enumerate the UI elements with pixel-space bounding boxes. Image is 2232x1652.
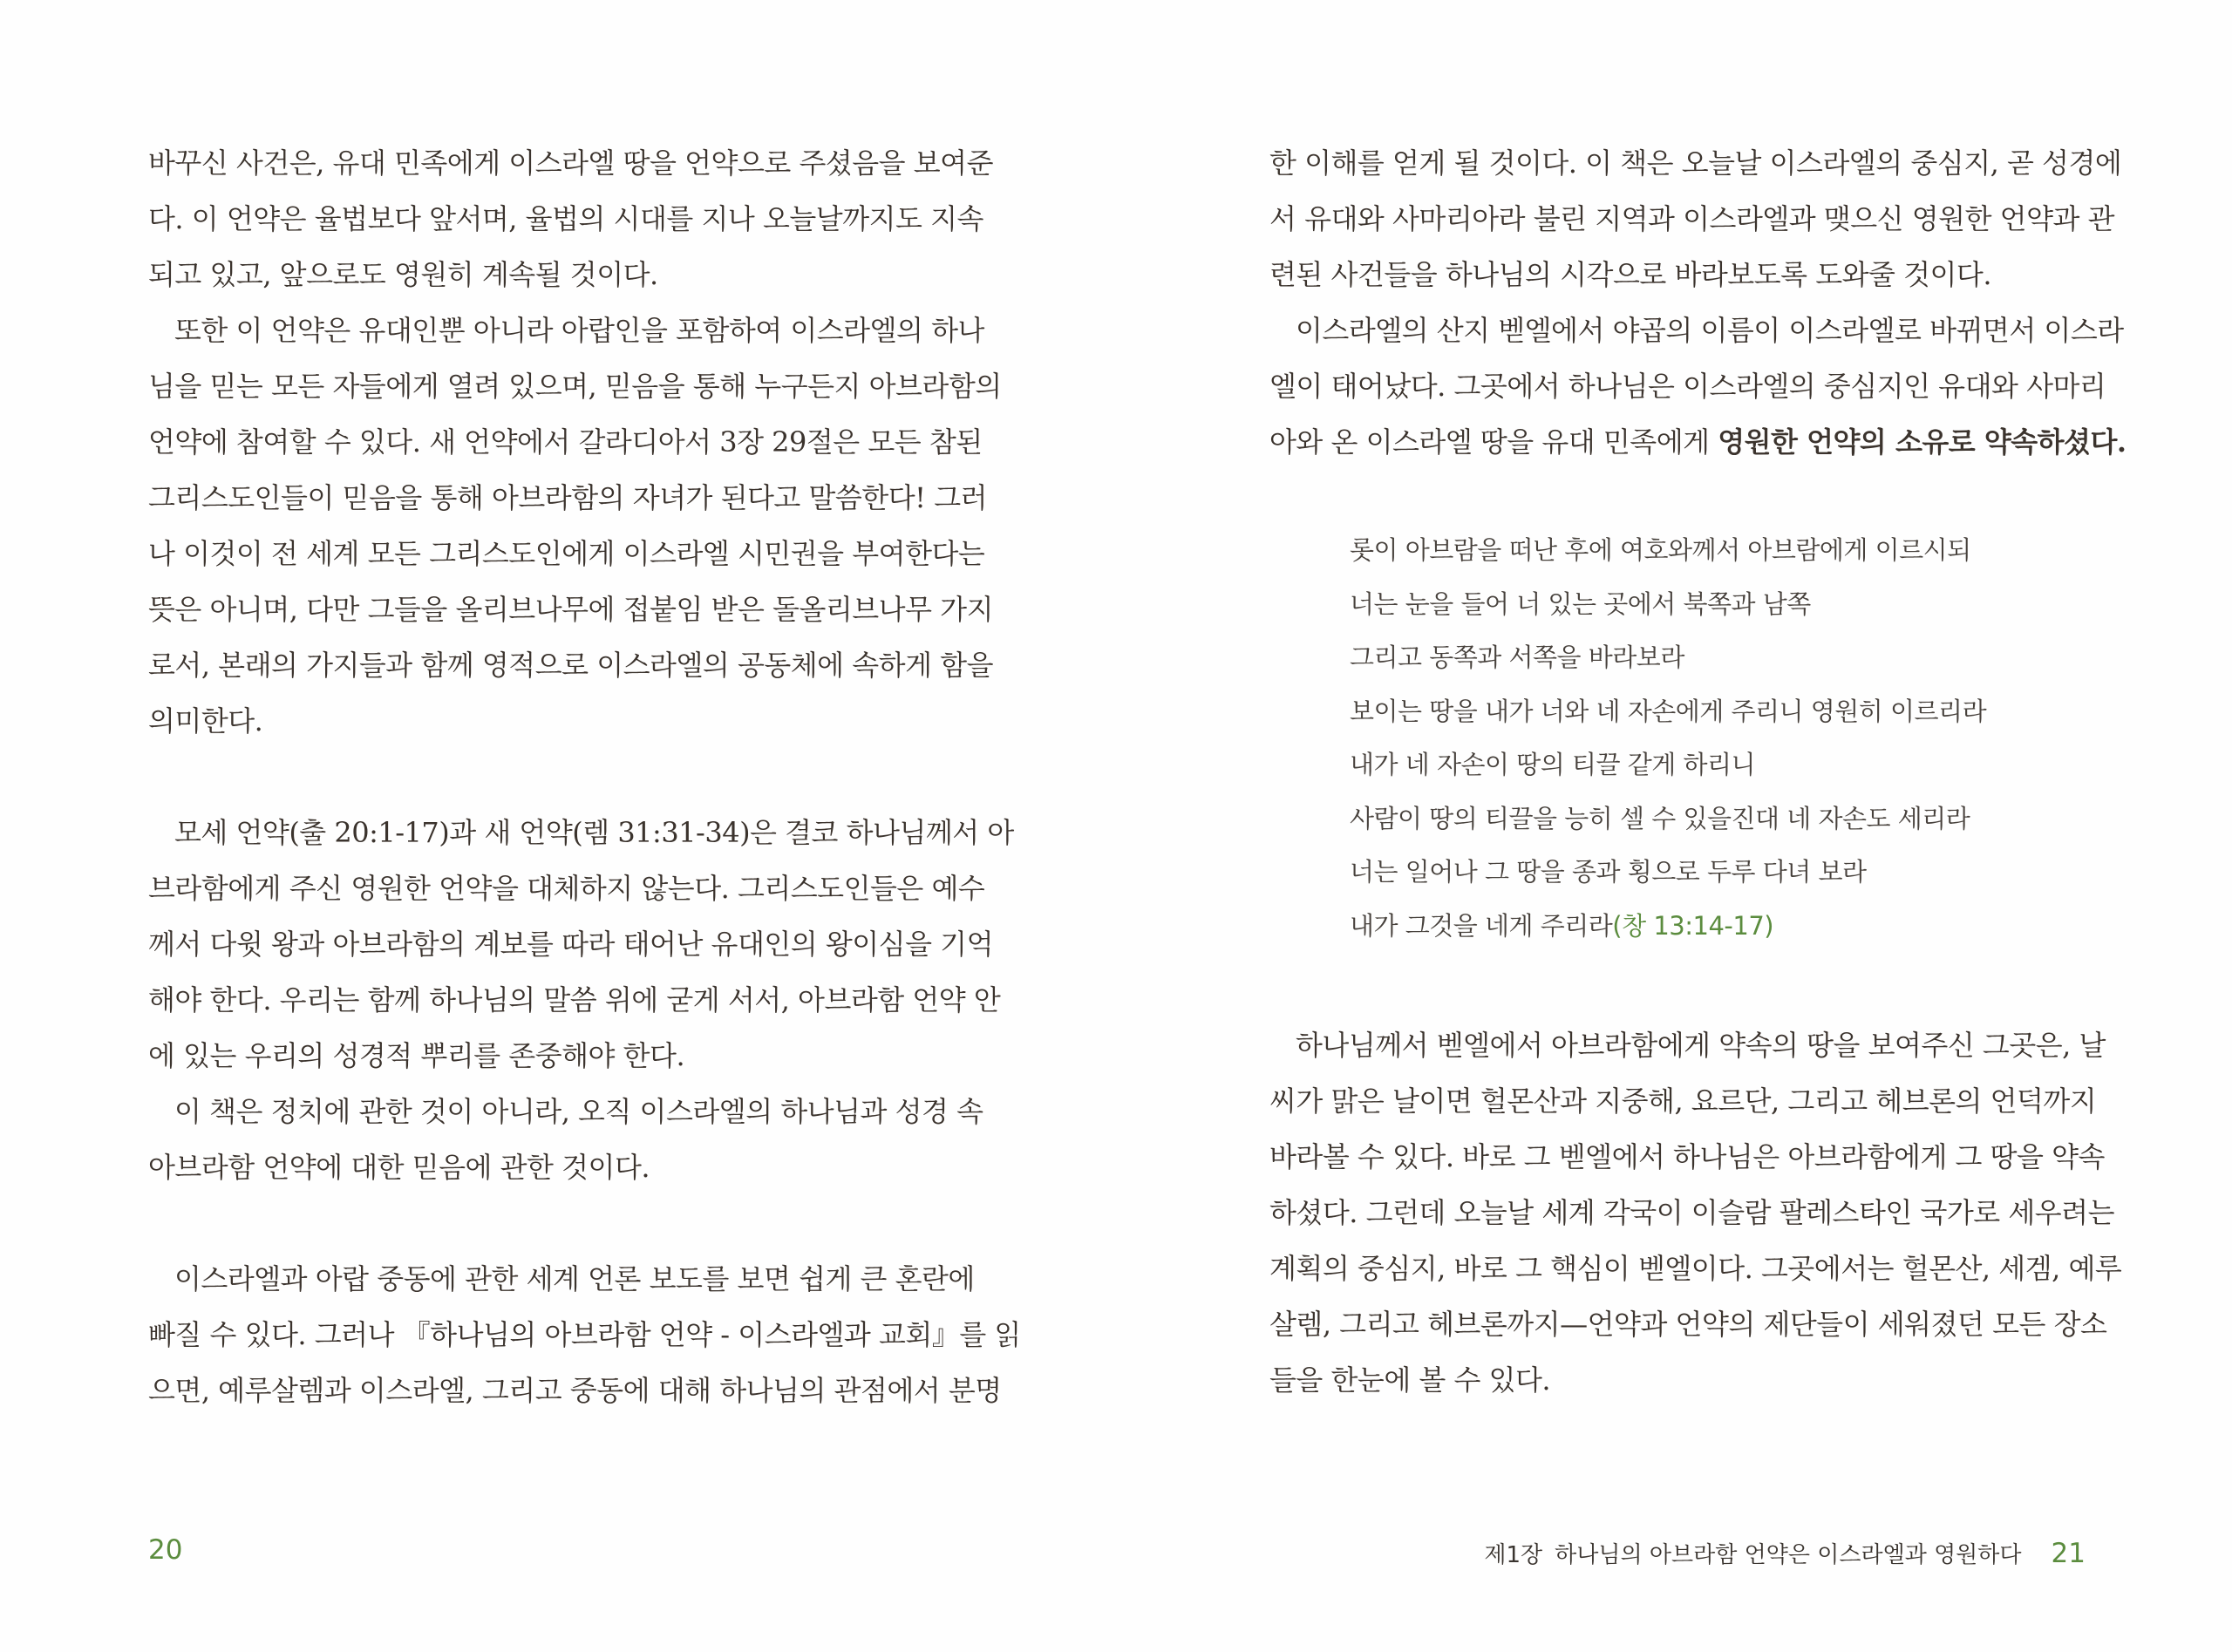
text-line-with-emphasis bbox=[1269, 414, 2127, 470]
scripture-quote-block bbox=[1350, 524, 2099, 953]
quote-line: 보이는 땅을 내가 너와 네 자손에게 주리니 영원히 이르리라 bbox=[1350, 696, 1987, 726]
text-line: 하셨다. 그런데 오늘날 세계 각국이 이슬람 팔레스타인 국가로 세우려는 bbox=[1269, 1196, 2114, 1229]
text-line: 모세 언약(출 20:1-17)과 새 언약(렘 31:31-34)은 결코 하나님께서 아 bbox=[174, 816, 1014, 849]
quote-line: 그리고 동쪽과 서쪽을 바라보라 bbox=[1350, 642, 1684, 672]
text-line: 이스라엘의 산지 벧엘에서 야곱의 이름이 이스라엘로 바뀌면서 이스라 bbox=[1296, 314, 2124, 347]
text-line: 로서, 본래의 가지들과 함께 영적으로 이스라엘의 공동체에 속하게 함을 bbox=[148, 649, 993, 682]
right-page-text-top bbox=[1269, 135, 2127, 470]
verse-reference: (창 13:14-17) bbox=[1612, 910, 1774, 941]
chapter-label: 제1장 bbox=[1484, 1542, 1543, 1568]
quote-line-with-reference bbox=[1350, 900, 2099, 954]
text-line: 또한 이 언약은 유대인뿐 아니라 아랍인을 포함하여 이스라엘의 하나 bbox=[174, 314, 984, 347]
right-page-number: 21 bbox=[2051, 1538, 2086, 1569]
text-line: 해야 한다. 우리는 함께 하나님의 말씀 위에 굳게 서서, 아브라함 언약 안 bbox=[148, 983, 1001, 1016]
text-segment: 아와 온 이스라엘 땅을 유대 민족에게 bbox=[1269, 425, 1718, 459]
text-line: 살렘, 그리고 헤브론까지—언약과 언약의 제단들이 세워졌던 모든 장소 bbox=[1269, 1308, 2107, 1341]
text-line: 서 유대와 사마리아라 불린 지역과 이스라엘과 맺으신 영원한 언약과 관 bbox=[1269, 202, 2114, 235]
text-line: 의미한다. bbox=[148, 704, 263, 738]
text-line: 들을 한눈에 볼 수 있다. bbox=[1269, 1363, 1551, 1397]
text-line: 계획의 중심지, 바로 그 핵심이 벧엘이다. 그곳에서는 헐몬산, 세겜, 예루 bbox=[1269, 1252, 2122, 1285]
text-line: 그리스도인들이 믿음을 통해 아브라함의 자녀가 된다고 말씀한다! 그러 bbox=[148, 481, 988, 514]
quote-text: 내가 그것을 네게 주리라 bbox=[1350, 910, 1613, 941]
text-line: 빠질 수 있다. 그러나 『하나님의 아브라함 언약 - 이스라엘과 교회』를 읽 bbox=[148, 1318, 1021, 1351]
text-line: 께서 다윗 왕과 아브라함의 계보를 따라 태어난 유대인의 왕이심을 기억 bbox=[148, 928, 993, 961]
quote-line: 사람이 땅의 티끌을 능히 셀 수 있을진대 네 자손도 세리라 bbox=[1350, 803, 1970, 833]
text-line: 이 책은 정치에 관한 것이 아니라, 오직 이스라엘의 하나님과 성경 속 bbox=[174, 1095, 983, 1128]
text-line: 언약에 참여할 수 있다. 새 언약에서 갈라디아서 3장 29절은 모든 참된 bbox=[148, 425, 983, 459]
right-page-footer bbox=[1484, 1537, 2086, 1569]
emphasized-text-segment: 영원한 언약의 소유로 약속하셨다. bbox=[1718, 425, 2127, 459]
quote-line: 롯이 아브람을 떠난 후에 여호와께서 아브람에게 이르시되 bbox=[1350, 535, 1971, 565]
text-line: 아브라함 언약에 대한 믿음에 관한 것이다. bbox=[148, 1151, 650, 1184]
text-line: 하나님께서 벧엘에서 아브라함에게 약속의 땅을 보여주신 그곳은, 날 bbox=[1296, 1029, 2106, 1062]
text-line: 에 있는 우리의 성경적 뿌리를 존중해야 한다. bbox=[148, 1039, 685, 1072]
text-line: 씨가 맑은 날이면 헐몬산과 지중해, 요르단, 그리고 헤브론의 언덕까지 bbox=[1269, 1084, 2097, 1118]
text-line: 다. 이 언약은 율법보다 앞서며, 율법의 시대를 지나 오늘날까지도 지속 bbox=[148, 202, 983, 235]
quote-line: 너는 눈을 들어 너 있는 곳에서 북쪽과 남쪽 bbox=[1350, 588, 1811, 619]
quote-line: 내가 네 자손이 땅의 티끌 같게 하리니 bbox=[1350, 750, 1756, 779]
text-line: 되고 있고, 앞으로도 영원히 계속될 것이다. bbox=[148, 258, 658, 291]
left-page-footer bbox=[148, 1534, 182, 1566]
text-line: 한 이해를 얻게 될 것이다. 이 책은 오늘날 이스라엘의 중심지, 곧 성경에 bbox=[1269, 146, 2122, 180]
text-line: 뜻은 아니며, 다만 그들을 올리브나무에 접붙임 받은 돌올리브나무 가지 bbox=[148, 593, 993, 626]
text-line: 이스라엘과 아랍 중동에 관한 세계 언론 보도를 보면 쉽게 큰 혼란에 bbox=[174, 1262, 975, 1295]
quote-line: 너는 일어나 그 땅을 종과 횡으로 두루 다녀 보라 bbox=[1350, 857, 1867, 887]
text-line: 브라함에게 주신 영원한 언약을 대체하지 않는다. 그리스도인들은 예수 bbox=[148, 872, 985, 905]
text-line: 님을 믿는 모든 자들에게 열려 있으며, 믿음을 통해 누구든지 아브라함의 bbox=[148, 370, 1002, 403]
text-line: 바꾸신 사건은, 유대 민족에게 이스라엘 땅을 언약으로 주셨음을 보여준 bbox=[148, 146, 993, 180]
text-line: 바라볼 수 있다. 바로 그 벧엘에서 하나님은 아브라함에게 그 땅을 약속 bbox=[1269, 1140, 2105, 1173]
chapter-title: 하나님의 아브라함 언약은 이스라엘과 영원하다 bbox=[1555, 1542, 2022, 1568]
right-page-text-bottom bbox=[1269, 1017, 2122, 1408]
text-line: 련된 사건들을 하나님의 시각으로 바라보도록 도와줄 것이다. bbox=[1269, 258, 1992, 291]
text-line: 으면, 예루살렘과 이스라엘, 그리고 중동에 대해 하나님의 관점에서 분명 bbox=[148, 1374, 1002, 1407]
text-line: 엘이 태어났다. 그곳에서 하나님은 이스라엘의 중심지인 유대와 사마리 bbox=[1269, 370, 2106, 403]
text-line: 나 이것이 전 세계 모든 그리스도인에게 이스라엘 시민권을 부여한다는 bbox=[148, 537, 985, 570]
left-page-number: 20 bbox=[148, 1534, 183, 1566]
left-page-text bbox=[148, 135, 1021, 1418]
